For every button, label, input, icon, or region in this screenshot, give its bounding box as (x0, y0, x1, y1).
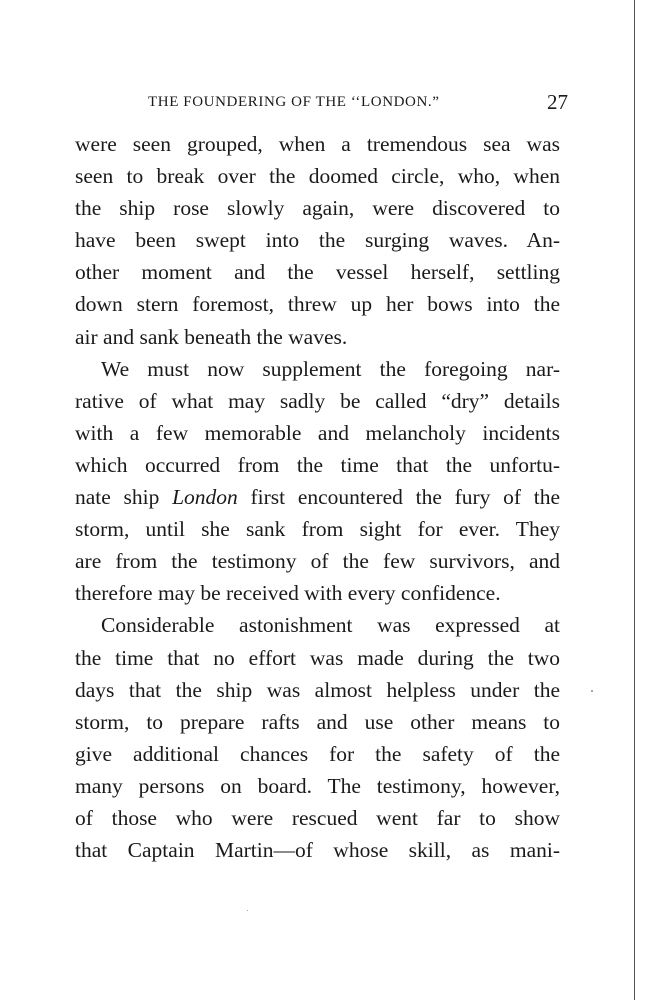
text-fragment: first encountered the fury of the (237, 485, 560, 510)
paragraph-2 (75, 353, 560, 610)
paper-speck (591, 690, 593, 692)
page-number: 27 (547, 90, 568, 114)
text-line: give additional chances for the safety of the (75, 741, 560, 766)
text-line: were seen grouped, when a tremendous sea was (75, 132, 560, 156)
text-line: are from the testimony of the few survivors, and (75, 549, 560, 574)
text-line: therefore may be received with every confidence. (75, 581, 501, 606)
text-line: have been swept into the surging waves. An- (75, 228, 560, 253)
running-title: THE FOUNDERING OF THE ‘‘LONDON.” (148, 94, 440, 110)
text-line: storm, to prepare rafts and use other means to (75, 709, 560, 734)
text-line: seen to break over the doomed circle, who, when (75, 164, 560, 189)
text-line: that Captain Martin—of whose skill, as mani- (75, 838, 560, 863)
text-line: many persons on board. The testimony, however, (75, 773, 560, 798)
text-line: the time that no effort was made during the two (75, 645, 560, 670)
text-line: down stern foremost, threw up her bows into the (75, 292, 560, 317)
text-line: days that the ship was almost helpless under the (75, 677, 560, 702)
text-line: the ship rose slowly again, were discovered to (75, 196, 560, 221)
paper-speck (247, 910, 248, 911)
paragraph-3 (75, 609, 560, 866)
text-line: which occurred from the time that the unfortu- (75, 452, 560, 477)
text-fragment: nate ship (75, 485, 173, 510)
text-line: of those who were rescued went far to show (75, 805, 560, 830)
text-line: air and sank beneath the waves. (75, 324, 348, 349)
text-line-with-italic (75, 481, 560, 513)
text-line: storm, until she sank from sight for ever. They (75, 517, 560, 542)
text-line: other moment and the vessel herself, settling (75, 260, 560, 285)
running-header (148, 90, 568, 114)
text-line: with a few memorable and melancholy incidents (75, 420, 560, 445)
text-line: Considerable astonishment was expressed at (101, 613, 560, 638)
page-edge-line (634, 0, 635, 1000)
ship-name-italic: London (172, 485, 238, 510)
body-text (75, 128, 560, 866)
text-line: rative of what may sadly be called “dry” details (75, 388, 560, 413)
paragraph-1 (75, 128, 560, 353)
text-line: We must now supplement the foregoing nar- (101, 356, 560, 381)
